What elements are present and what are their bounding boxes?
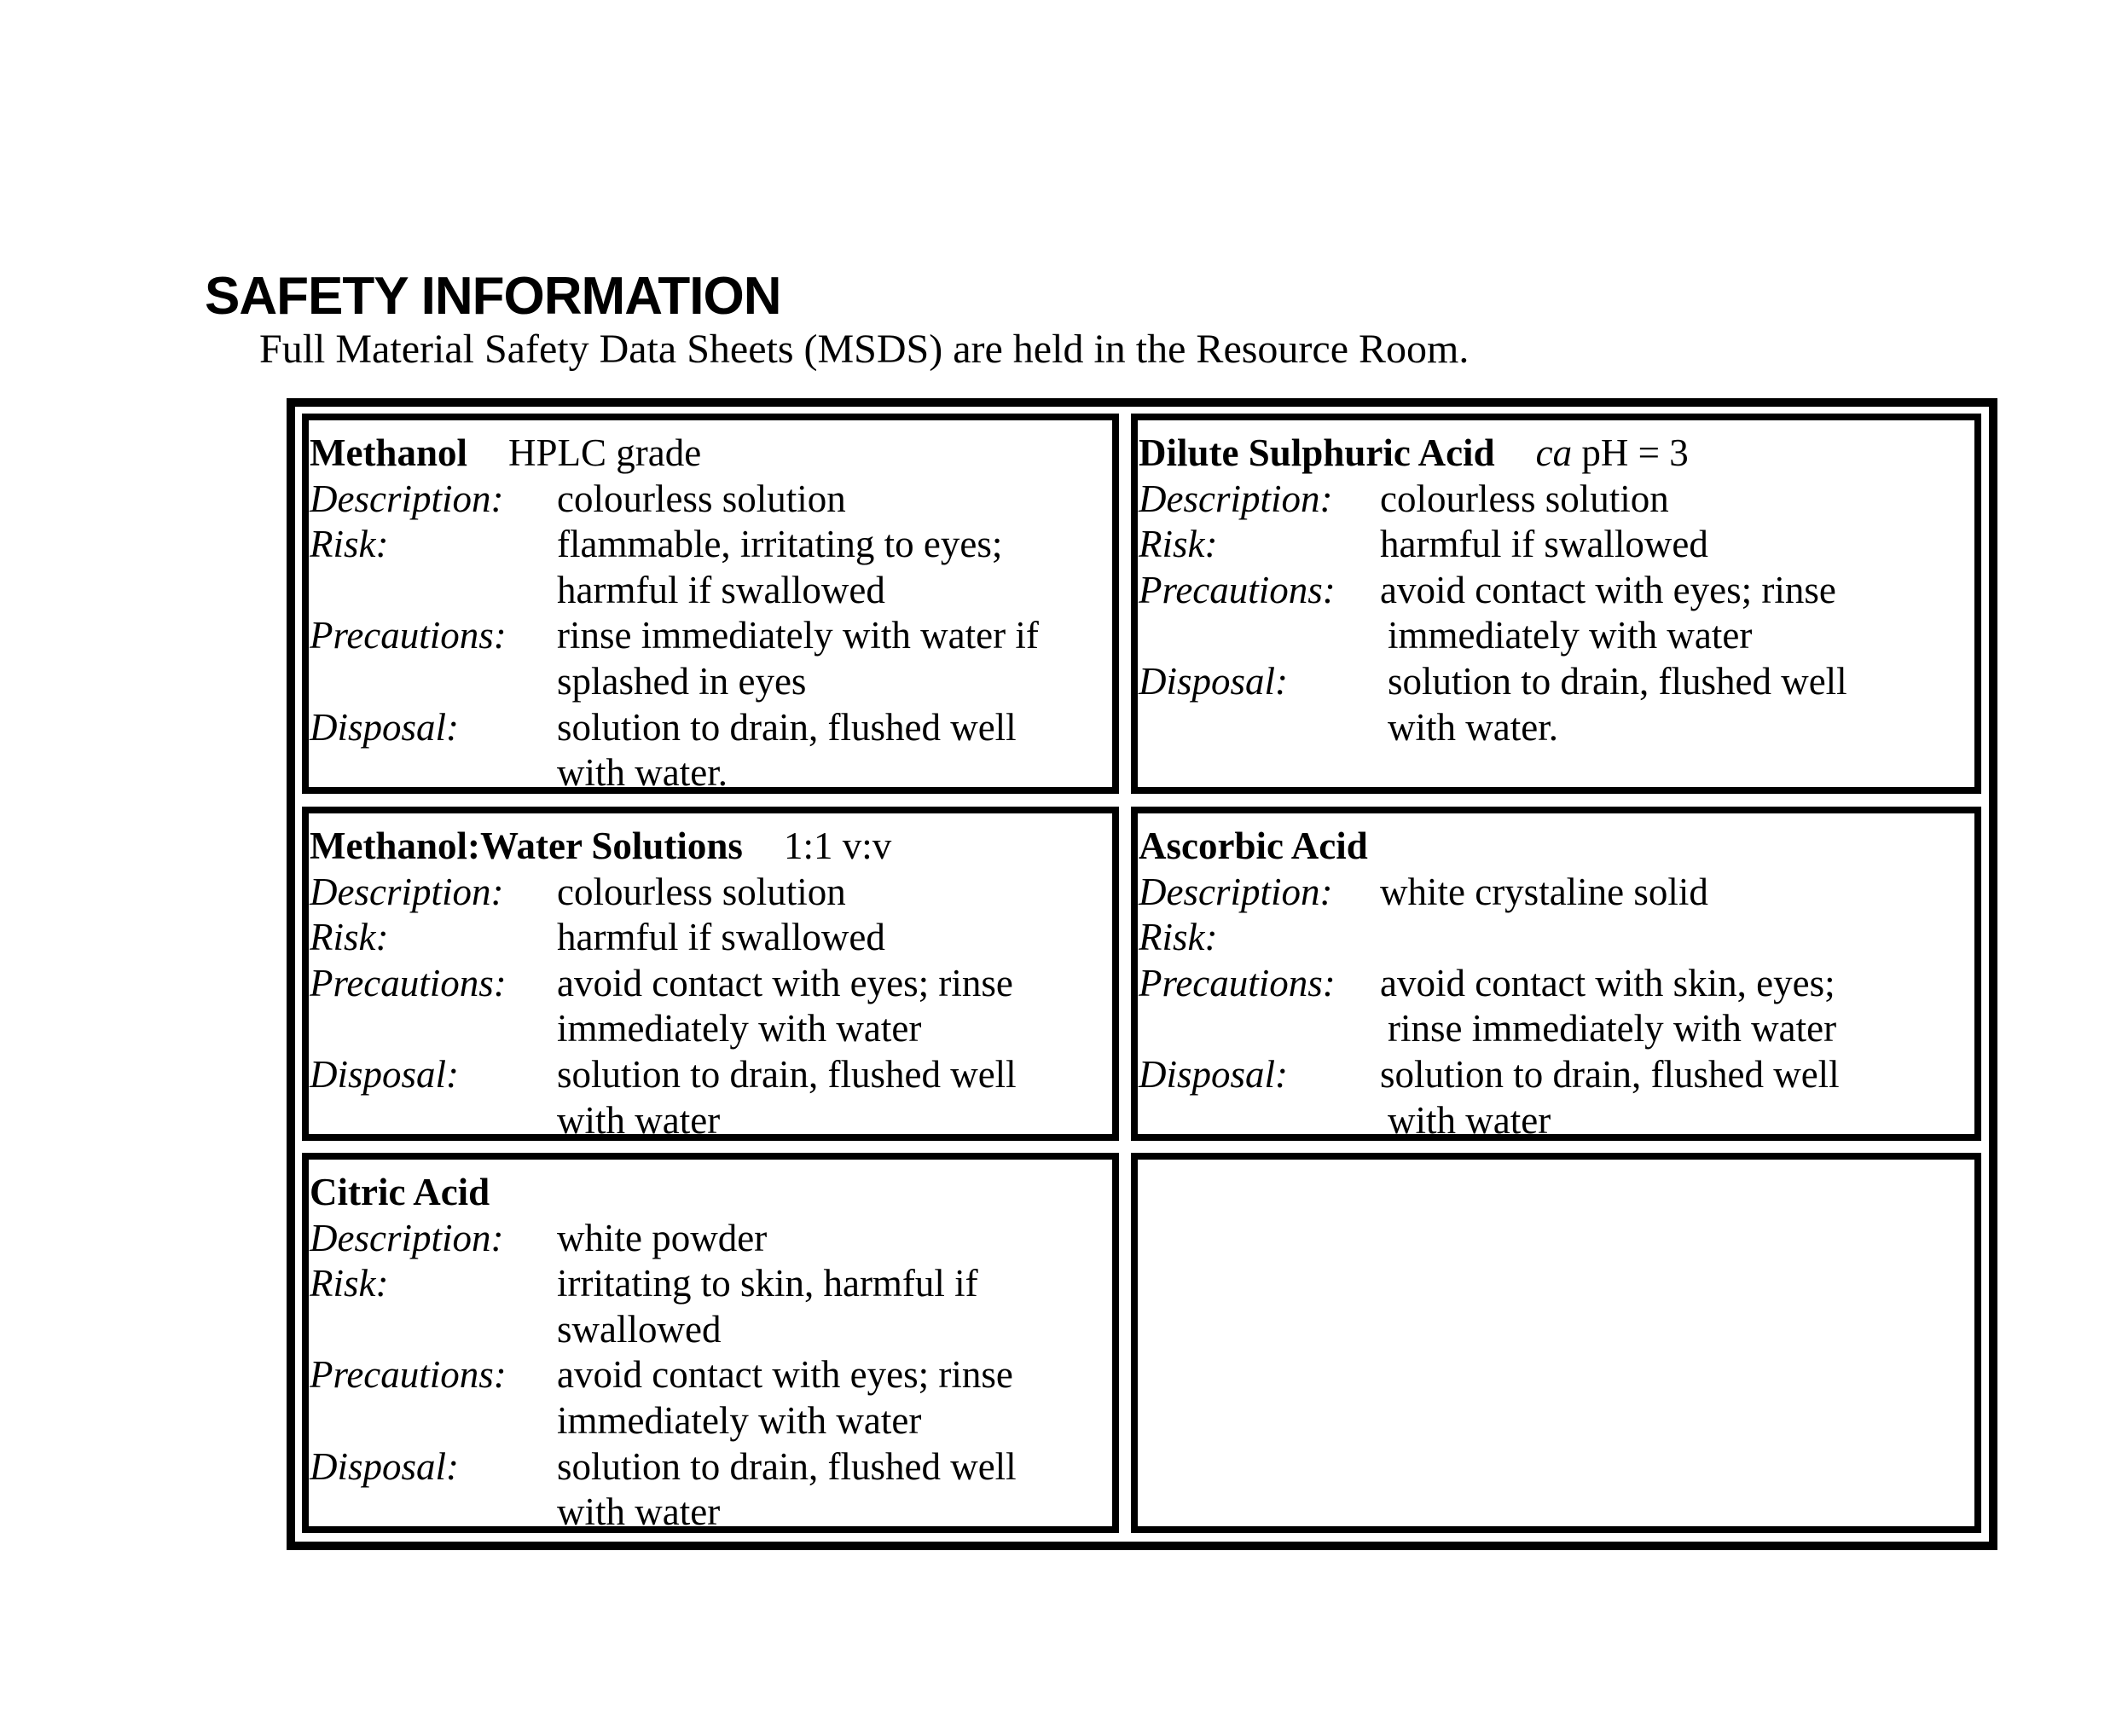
field-description [1139,477,1974,523]
field-value-line: solution to drain, flushed well [557,705,1017,749]
field-value-line: with water [557,1098,721,1142]
field-label-description: Description: [310,477,504,520]
field-value-line: with water. [557,751,728,795]
field-label-precautions: Precautions: [310,614,507,657]
field-value-line: avoid contact with eyes; rinse [557,1353,1013,1397]
field-label-precautions: Precautions: [310,961,507,1004]
field-value-line: splashed in eyes [557,659,807,703]
field-label-description: Description: [1139,870,1333,913]
field-label-risk: Risk: [310,916,389,959]
field-risk [1139,522,1974,568]
chemical-name: Ascorbic Acid [1139,825,1368,867]
field-value-line: solution to drain, flushed well [1388,659,1847,703]
field-value-line [1380,915,1974,961]
field-value-line: harmful if swallowed [557,568,885,611]
field-value-line: solution to drain, flushed well [557,1444,1017,1488]
chemical-card-methanol [302,414,1119,794]
field-value-line: avoid contact with eyes; rinse [1380,568,1836,611]
field-value-line: irritating to skin, harmful if [557,1262,978,1305]
field-risk [1139,915,1974,961]
chemical-note-italic: ca [1535,431,1573,474]
chemical-note [508,431,701,474]
field-label-precautions: Precautions: [310,1353,507,1397]
field-description [310,477,1112,523]
field-label-disposal: Disposal: [310,1052,460,1096]
card-header [1139,431,1974,477]
chemical-name: Methanol [310,431,467,474]
chemical-card-dilute-sulphuric-acid [1131,414,1981,794]
field-value-line: swallowed [557,1307,722,1351]
field-value-line: flammable, irritating to eyes; [557,523,1003,566]
card-header [1139,824,1974,870]
field-value-line: immediately with water [557,1398,922,1442]
field-precautions [310,613,1112,704]
field-description [1139,870,1974,916]
chemical-note-text: HPLC grade [508,431,702,474]
field-label-description: Description: [310,870,504,913]
field-value-line: solution to drain, flushed well [1380,1052,1840,1096]
chemical-name: Citric Acid [310,1171,490,1213]
field-precautions [310,1352,1112,1444]
field-value-line: rinse immediately with water [1388,1007,1837,1050]
chemical-note [784,825,891,867]
field-label-risk: Risk: [1139,523,1218,566]
field-value-line: colourless solution [557,870,846,913]
field-label-risk: Risk: [310,1262,389,1305]
card-header [310,431,1112,477]
field-precautions [310,961,1112,1052]
field-disposal [310,705,1112,796]
field-label-precautions: Precautions: [1139,568,1336,611]
field-value-line: white powder [557,1216,768,1259]
field-label-description: Description: [310,1216,504,1259]
field-description [310,870,1112,916]
field-precautions [1139,568,1974,659]
field-value-line: immediately with water [557,1007,922,1050]
field-value-line: harmful if swallowed [1380,523,1708,566]
empty-card [1131,1153,1981,1533]
field-precautions [1139,961,1974,1052]
field-disposal [1139,1052,1974,1143]
field-value-line: solution to drain, flushed well [557,1052,1017,1096]
chemical-card-methanol-water [302,807,1119,1141]
field-label-disposal: Disposal: [1139,659,1289,703]
field-value-line: immediately with water [1388,614,1753,657]
field-label-description: Description: [1139,477,1333,520]
field-label-disposal: Disposal: [1139,1052,1289,1096]
field-label-disposal: Disposal: [310,705,460,749]
field-value-line: with water [557,1490,721,1534]
field-disposal [310,1052,1112,1143]
chemical-note [1536,431,1689,474]
field-value-line: rinse immediately with water if [557,614,1039,657]
card-header [310,824,1112,870]
card-header [310,1170,1112,1216]
field-risk [310,522,1112,613]
chemical-name: Methanol:Water Solutions [310,825,743,867]
chemical-note-text: pH = 3 [1581,431,1689,474]
field-value-line: avoid contact with eyes; rinse [557,961,1013,1004]
page-title: SAFETY INFORMATION [205,267,781,326]
field-risk [310,915,1112,961]
field-risk [310,1261,1112,1352]
field-value-line: with water [1388,1098,1551,1142]
field-disposal [1139,659,1974,750]
field-value-line: avoid contact with skin, eyes; [1380,961,1835,1004]
field-label-risk: Risk: [310,523,389,566]
field-value-line: colourless solution [1380,477,1669,520]
chemical-card-citric-acid [302,1153,1119,1533]
field-label-risk: Risk: [1139,916,1218,959]
field-disposal [310,1444,1112,1536]
chemical-note-text: 1:1 v:v [783,825,892,867]
field-label-precautions: Precautions: [1139,961,1336,1004]
field-value-line: colourless solution [557,477,846,520]
chemical-name: Dilute Sulphuric Acid [1139,431,1495,474]
field-description [310,1216,1112,1262]
chemical-card-ascorbic-acid [1131,807,1981,1141]
field-value-line: harmful if swallowed [557,916,885,959]
field-label-disposal: Disposal: [310,1444,460,1488]
field-value-line: white crystaline solid [1380,870,1708,913]
page-subtitle: Full Material Safety Data Sheets (MSDS) are held in the Resource Room. [259,327,1470,372]
field-value-line: with water. [1388,705,1558,749]
